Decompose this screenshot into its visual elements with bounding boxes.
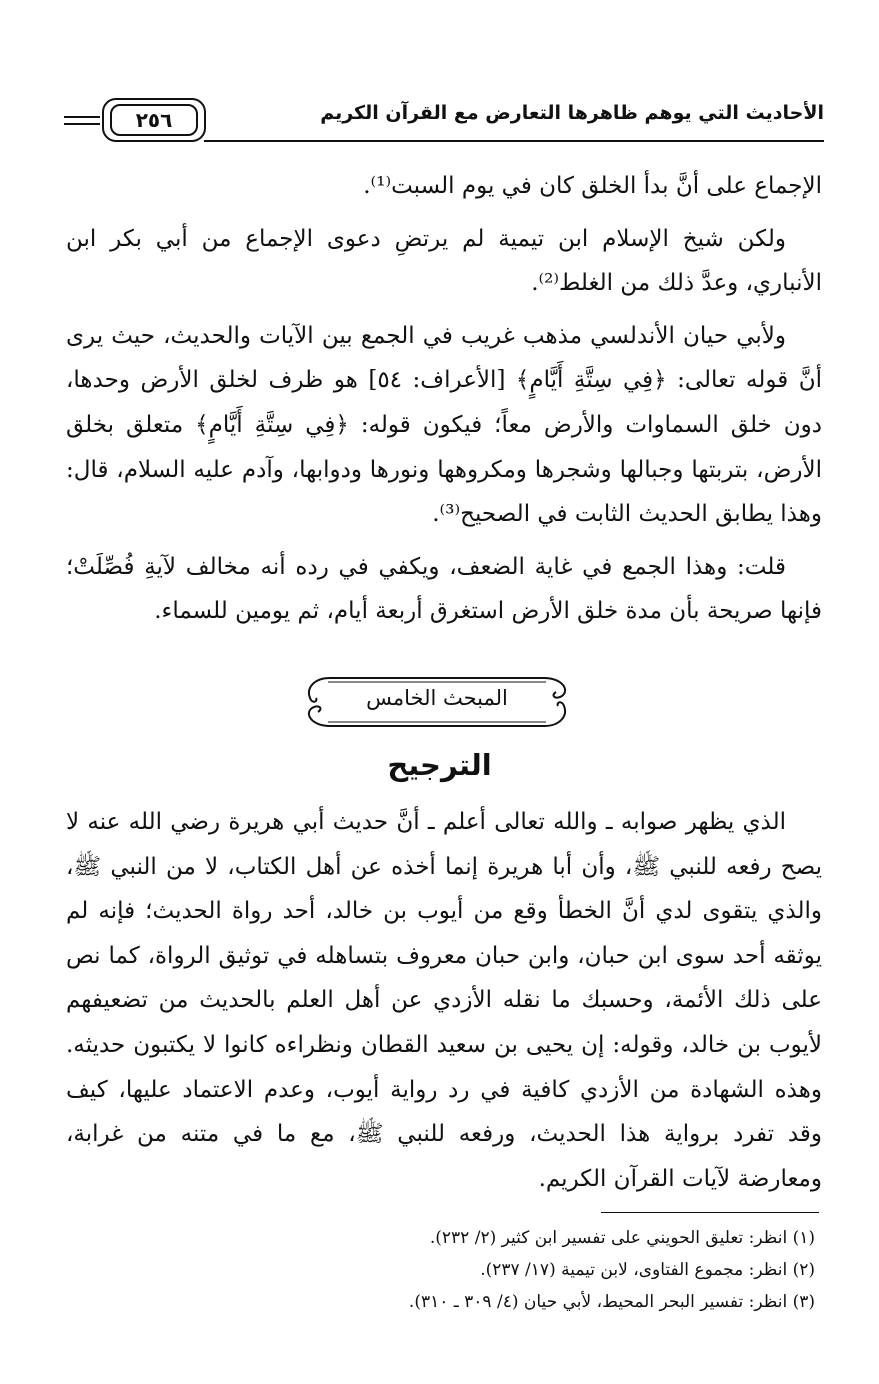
paragraph: الذي يظهر صوابه ـ والله تعالى أعلم ـ أنَّ حديث أبي هريرة رضي الله عنه لا يصح رفعه للنبي ﷺ، وأن أبا هريرة إنما أخذه عن أهل الكتاب، لا من النبي ﷺ، والذي يتقوى لدي أنَّ الخطأ وقع من أيوب بن خالد، أحد رواة الحديث؛ فإنه لم يوثقه أحد سوى ابن حبان، وابن حبان معروف بتساهله في توثيق الرواة، كما نص على ذلك الأئمة، وحسبك ما نقله الأزدي عن أهل العلم بالحديث من تضعيفهم لأيوب بن خالد، وقوله: إن يحيى بن سعيد القطان ونظراءه كانوا لا يكتبون حديثه. وهذه الشهادة من الأزدي كافية في رد رواية أيوب، وعدم الاعتماد عليها، كيف وقد تفرد برواية هذا الحديث، ورفعه للنبي ﷺ، مع ما في متنه من غرابة، ومعارضة لآيات القرآن الكريم. xyxy=(66,809,822,1192)
running-header xyxy=(64,96,824,148)
section-label: المبحث الخامس xyxy=(366,686,508,710)
page-number: ٢٥٦ xyxy=(110,104,198,136)
paragraph: ولكن شيخ الإسلام ابن تيمية لم يرتضِ دعوى الإجماع من أبي بكر ابن الأنباري، وعدَّ ذلك من الغلط⁽²⁾. xyxy=(66,225,822,297)
body-text-top xyxy=(66,164,822,642)
footnote-separator xyxy=(601,1212,819,1213)
footnote: (٣) انظر: تفسير البحر المحيط، لأبي حيان (٤/ ٣٠٩ ـ ٣١٠). xyxy=(408,1292,815,1312)
page-number-frame xyxy=(102,98,206,142)
footnote: (٢) انظر: مجموع الفتاوى، لابن تيمية (١٧/ ٢٣٧). xyxy=(480,1260,815,1280)
body-text-bottom xyxy=(66,800,822,1209)
header-title: الأحاديث التي يوهم ظاهرها التعارض مع القرآن الكريم xyxy=(320,102,824,124)
paragraph: الإجماع على أنَّ بدأ الخلق كان في يوم السبت⁽¹⁾. xyxy=(363,173,822,199)
footnotes xyxy=(115,1222,815,1318)
footnote: (١) انظر: تعليق الحويني على تفسير ابن كثير (٢/ ٢٣٢). xyxy=(429,1228,815,1248)
header-rule xyxy=(64,123,100,125)
paragraph: ولأبي حيان الأندلسي مذهب غريب في الجمع بين الآيات والحديث، حيث يرى أنَّ قوله تعالى: ﴿فِي سِتَّةِ أَيَّامٍ﴾ [الأعراف: ٥٤] هو ظرف لخلق الأرض وحدها، دون خلق السماوات والأرض معاً؛ فيكون قوله: ﴿فِي سِتَّةِ أَيَّامٍ﴾ متعلق بخلق الأرض، بتربتها وجبالها وشجرها ومكروهها ونورها ودوابها، وآدم عليه السلام، قال: وهذا يطابق الحديث الثابت في الصحيح⁽³⁾. xyxy=(66,322,823,528)
header-rule xyxy=(64,116,100,118)
section-heading: الترجيح xyxy=(387,748,492,782)
header-underline xyxy=(204,140,824,142)
paragraph: قلت: وهذا الجمع في غاية الضعف، ويكفي في رده أنه مخالف لآيةِ فُصِّلَتْ؛ فإنها صريحة بأن مدة خلق الأرض استغرق أربعة أيام، ثم يومين للسماء. xyxy=(66,553,822,625)
section-label-ornament xyxy=(300,672,574,732)
